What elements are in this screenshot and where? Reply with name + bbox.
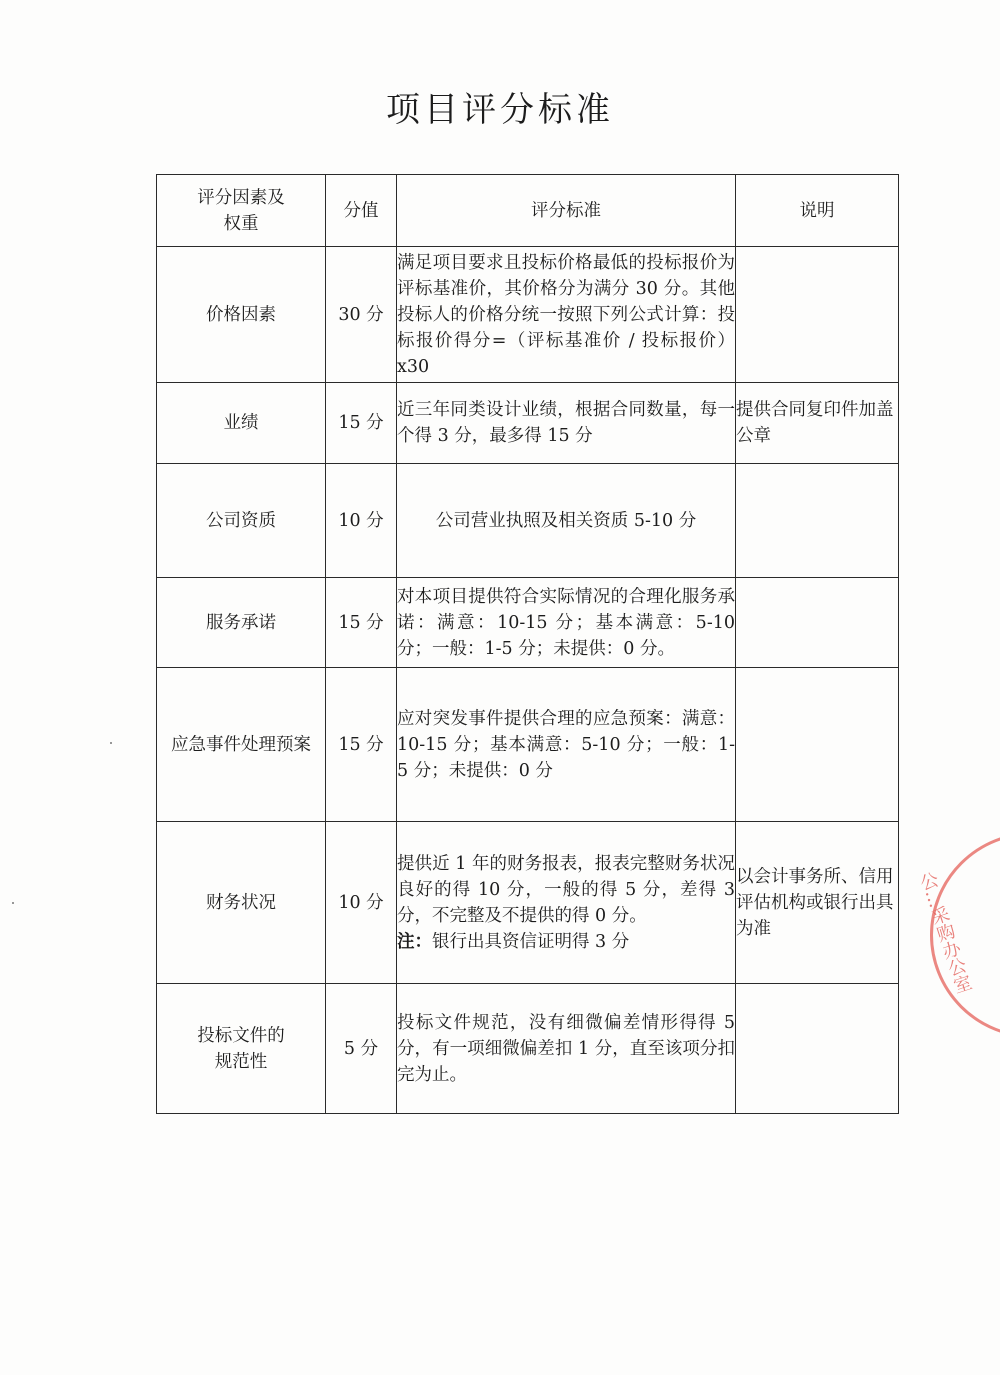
row-note bbox=[736, 578, 899, 668]
row-score: 30 分 bbox=[326, 247, 397, 383]
row-score: 10 分 bbox=[326, 464, 397, 578]
scan-speck bbox=[12, 902, 14, 904]
header-score: 分值 bbox=[326, 175, 397, 247]
row-score: 15 分 bbox=[326, 668, 397, 822]
header-factor-line1: 评分因素及 bbox=[197, 187, 285, 208]
row-factor: 公司资质 bbox=[157, 464, 326, 578]
row-standard: 近三年同类设计业绩，根据合同数量，每一个得 3 分，最多得 15 分 bbox=[397, 383, 736, 464]
row-factor: 应急事件处理预案 bbox=[157, 668, 326, 822]
row-factor-line1: 投标文件的 bbox=[197, 1025, 285, 1046]
table-header-row bbox=[157, 175, 899, 247]
table-row bbox=[157, 383, 899, 464]
row-factor-line2: 规范性 bbox=[214, 1051, 268, 1072]
header-note: 说明 bbox=[736, 175, 899, 247]
row-standard: 对本项目提供符合实际情况的合理化服务承诺：满意：10-15 分；基本满意：5-10 分；一般：1-5 分；未提供：0 分。 bbox=[397, 578, 736, 668]
row-standard bbox=[397, 822, 736, 984]
row-factor: 业绩 bbox=[157, 383, 326, 464]
header-factor-line2: 权重 bbox=[223, 213, 259, 234]
table-row bbox=[157, 984, 899, 1114]
page-title: 项目评分标准 bbox=[386, 90, 614, 130]
row-note bbox=[736, 464, 899, 578]
table-row bbox=[157, 464, 899, 578]
row-note: 以会计事务所、信用评估机构或银行出具为准 bbox=[736, 822, 899, 984]
row-standard-text: 提供近 1 年的财务报表，报表完整财务状况良好的得 10 分，一般的得 5 分，差得 3 分，不完整及不提供的得 0 分。 bbox=[397, 853, 735, 926]
official-seal-text: 公…采购办公室 bbox=[915, 869, 974, 997]
row-factor: 价格因素 bbox=[157, 247, 326, 383]
table-row bbox=[157, 247, 899, 383]
row-standard: 公司营业执照及相关资质 5-10 分 bbox=[397, 464, 736, 578]
row-score: 10 分 bbox=[326, 822, 397, 984]
row-note bbox=[736, 668, 899, 822]
row-score: 15 分 bbox=[326, 383, 397, 464]
table-row bbox=[157, 822, 899, 984]
row-standard: 满足项目要求且投标价格最低的投标报价为评标基准价，其价格分为满分 30 分。其他投标人的价格分统一按照下列公式计算：投标报价得分=（评标基准价 / 投标报价）x30 bbox=[397, 247, 736, 383]
row-score: 15 分 bbox=[326, 578, 397, 668]
row-note bbox=[736, 247, 899, 383]
table-row bbox=[157, 578, 899, 668]
scoring-criteria-table bbox=[156, 174, 899, 1114]
header-factor bbox=[157, 175, 326, 247]
row-note bbox=[736, 984, 899, 1114]
table-row bbox=[157, 668, 899, 822]
row-factor bbox=[157, 984, 326, 1114]
row-note: 提供合同复印件加盖公章 bbox=[736, 383, 899, 464]
row-factor: 财务状况 bbox=[157, 822, 326, 984]
standard-note-prefix: 注： bbox=[397, 931, 432, 952]
row-standard: 投标文件规范，没有细微偏差情形得得 5 分，有一项细微偏差扣 1 分，直至该项分扣完为止。 bbox=[397, 984, 736, 1114]
row-factor: 服务承诺 bbox=[157, 578, 326, 668]
standard-note-text: 银行出具资信证明得 3 分 bbox=[432, 931, 630, 952]
scan-speck bbox=[110, 742, 112, 744]
header-standard: 评分标准 bbox=[397, 175, 736, 247]
row-standard: 应对突发事件提供合理的应急预案：满意：10-15 分；基本满意：5-10 分；一般：1-5 分；未提供：0 分 bbox=[397, 668, 736, 822]
row-score: 5 分 bbox=[326, 984, 397, 1114]
